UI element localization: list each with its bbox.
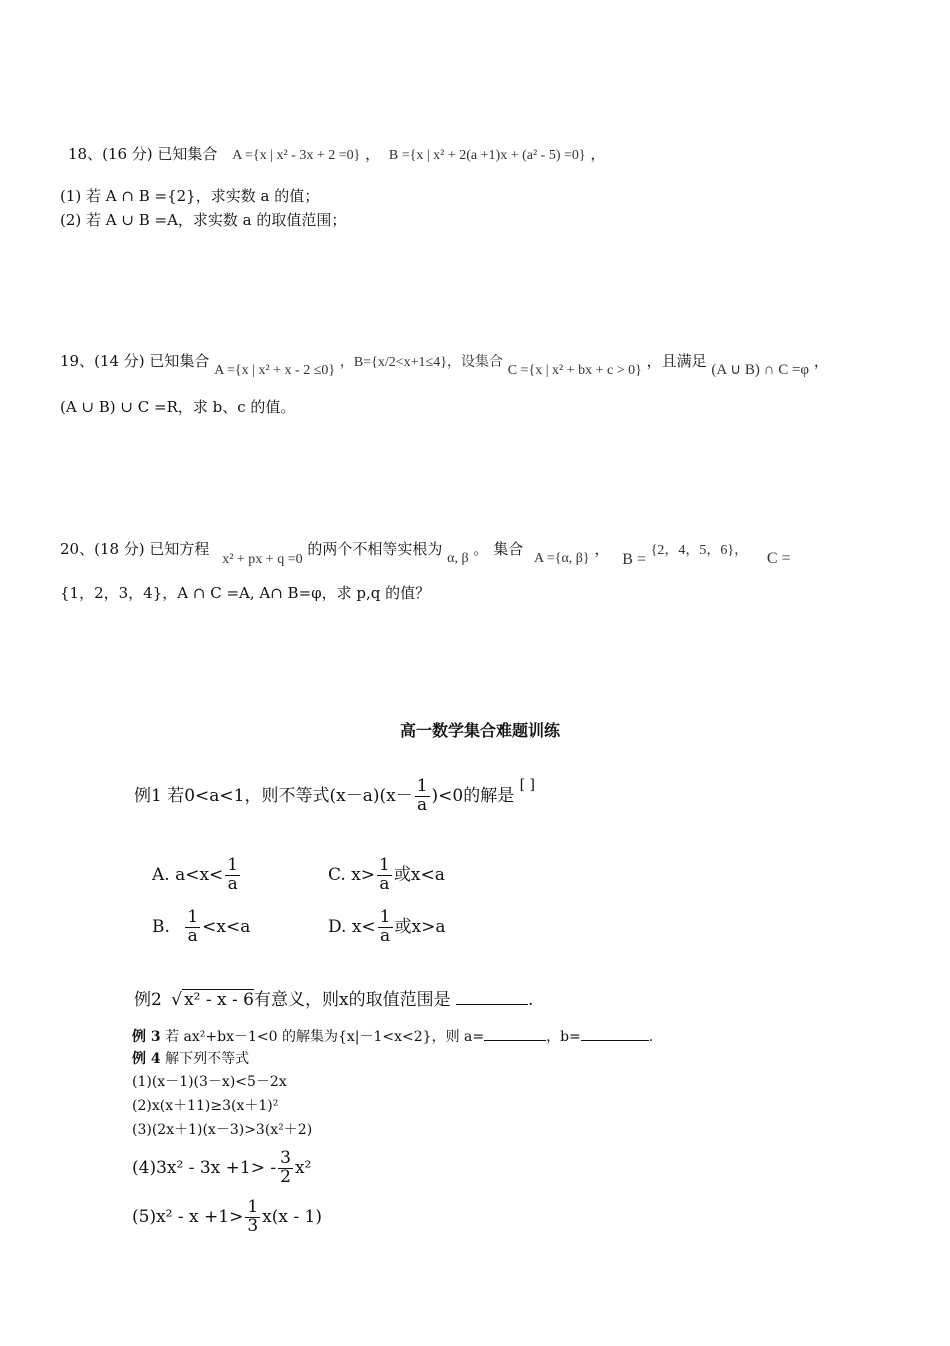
p20-roots: α, β — [447, 551, 469, 566]
ex1-tail: )<0的解是 — [431, 785, 515, 806]
ex2-radicand: x² - x - 6 — [184, 990, 254, 1010]
opt-a-den: a — [227, 873, 238, 894]
p20-set-c-label: C = — [766, 550, 791, 567]
p18-question-1: (1) 若 A ∩ B ={2}，求实数 a 的值； — [60, 187, 320, 205]
example-3 — [132, 1026, 653, 1046]
opt-b-post: <x<a — [202, 916, 251, 937]
ex4-label: 例 4 — [132, 1051, 161, 1067]
ex4-item-4-den: 2 — [280, 1166, 291, 1187]
ex1-lead: 例1 若0<a<1，则不等式(x－a)(x－ — [134, 785, 413, 806]
p20-head: 20、(18 分) 已知方程 — [60, 540, 210, 558]
p20-set-b-label: B = — [622, 551, 646, 568]
p18-set-a: A ={x | x² - 3x + 2 =0} — [232, 148, 361, 163]
p20-mid: 的两个不相等实根为 — [307, 540, 443, 558]
opt-b-fraction — [185, 909, 200, 946]
p18-end: ， — [590, 145, 606, 163]
problem-20-heading — [60, 538, 791, 568]
opt-c-fraction — [377, 857, 392, 894]
p20-equation: x² + px + q =0 — [222, 552, 303, 567]
ex1-fraction — [415, 778, 430, 815]
p18-sep: ， — [365, 145, 381, 163]
ex2-lead: 例2 — [134, 990, 162, 1010]
p20-c1: ， — [594, 540, 610, 558]
ex1-option-d — [328, 909, 445, 946]
ex4-item-3: (3)(2x＋1)(x－3)>3(x²＋2) — [132, 1122, 313, 1138]
p19-set-b: ，B={x/2<x+1≤4}，设集合 — [339, 355, 503, 370]
example-2 — [134, 985, 533, 1010]
ex4-item-4-num: 3 — [280, 1148, 291, 1168]
opt-d-fraction — [378, 909, 393, 946]
opt-b-num: 1 — [187, 907, 199, 927]
opt-d-num: 1 — [379, 907, 391, 927]
ex3-label: 例 3 — [132, 1029, 161, 1045]
ex4-item-4-fraction — [278, 1150, 293, 1187]
opt-c-den: a — [379, 873, 390, 894]
ex1-option-a — [152, 857, 242, 894]
ex1-answer-bracket: [ ] — [519, 776, 535, 793]
ex4-item-5-post: x(x - 1) — [262, 1206, 322, 1227]
opt-c-num: 1 — [379, 855, 390, 875]
example-4-heading — [132, 1048, 249, 1068]
ex2-dot: . — [528, 990, 534, 1010]
ex3-a-blank — [484, 1040, 546, 1041]
p19-head: 19、(14 分) 已知集合 — [60, 352, 210, 370]
p18-question-2: (2) 若 A ∪ B =A，求实数 a 的取值范围； — [60, 211, 347, 229]
ex4-item-5-text: (5)x² - x +1> — [132, 1206, 244, 1227]
ex4-item-4 — [132, 1150, 311, 1187]
opt-c-post: 或x<a — [393, 864, 445, 885]
ex4-item-5-fraction — [245, 1199, 260, 1236]
opt-b-text: B. — [152, 916, 170, 937]
p20-set-a: A ={α, β} — [533, 551, 590, 566]
problem-19-heading — [60, 350, 829, 378]
opt-a-fraction — [225, 857, 240, 894]
ex4-text: 解下列不等式 — [165, 1051, 250, 1067]
ex1-option-b — [152, 909, 250, 946]
ex2-tail: 有意义，则x的取值范围是 — [254, 990, 451, 1010]
opt-b-den: a — [187, 925, 198, 946]
ex1-frac-num: 1 — [416, 776, 428, 796]
p20-mid2: 。 集合 — [473, 540, 524, 558]
opt-d-den: a — [380, 925, 391, 946]
ex4-item-5 — [132, 1199, 322, 1236]
p19-set-c: C ={x | x² + bx + c > 0} — [507, 363, 642, 378]
p19-set-a: A ={x | x² + x - 2 ≤0} — [214, 363, 336, 378]
ex4-item-2: (2)x(x＋11)≥3(x＋1)² — [132, 1098, 279, 1114]
opt-c-text: C. x> — [328, 864, 376, 885]
p18-head: 18、(16 分) 已知集合 — [68, 145, 218, 163]
ex3-mid: ，b= — [546, 1029, 581, 1045]
opt-a-text: A. a<x< — [152, 864, 224, 885]
opt-d-text: D. x< — [328, 916, 376, 937]
example-1 — [134, 778, 535, 815]
sqrt-icon: √ — [171, 990, 183, 1010]
p19-comma: ， — [813, 352, 829, 370]
p20-set-b-values: {2，4，5，6}， — [650, 543, 749, 558]
p18-set-b: B ={x | x² + 2(a +1)x + (a² - 5) =0} — [388, 148, 586, 163]
ex3-text: 若 ax²+bx－1<0 的解集为{x|－1<x<2}，则 a= — [165, 1029, 485, 1045]
p19-cond: ，且满足 — [646, 352, 707, 370]
ex3-dot: . — [648, 1029, 654, 1045]
problem-18-heading — [68, 143, 605, 164]
p19-condition: (A ∪ B) ∩ C =φ — [711, 362, 810, 378]
ex4-item-4-text: (4)3x² - 3x +1> - — [132, 1157, 277, 1178]
p20-line-2: {1，2，3，4}，A ∩ C =A, A∩ B=φ，求 p,q 的值？ — [60, 584, 431, 602]
ex4-item-5-den: 3 — [247, 1215, 259, 1236]
ex4-item-4-post: x² — [294, 1157, 312, 1178]
ex4-item-1: (1)(x－1)(3－x)<5－2x — [132, 1074, 287, 1090]
ex4-item-5-num: 1 — [247, 1197, 259, 1217]
section-title: 高一数学集合难题训练 — [400, 721, 561, 740]
ex1-option-c — [328, 857, 445, 894]
p19-line-2: (A ∪ B) ∪ C =R，求 b、c 的值。 — [60, 398, 296, 416]
ex1-frac-den: a — [417, 794, 428, 815]
ex2-answer-blank — [456, 1004, 528, 1005]
ex3-b-blank — [581, 1040, 649, 1041]
opt-a-num: 1 — [227, 855, 239, 875]
opt-d-post: 或x>a — [394, 916, 446, 937]
